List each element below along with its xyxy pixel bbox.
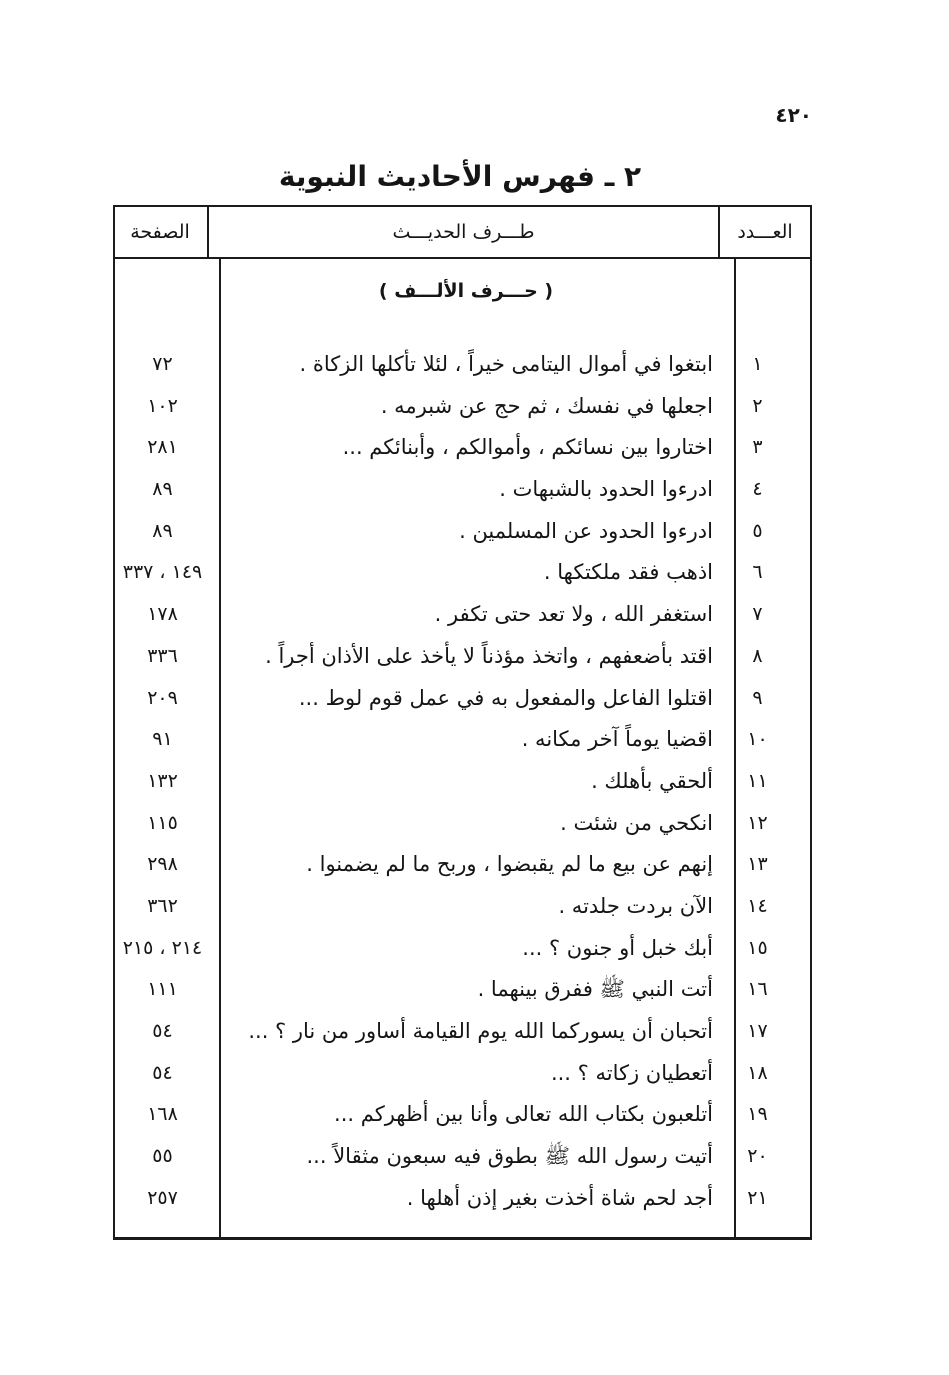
page-ref: ١٧٨ [147, 603, 178, 626]
hadith-text: أتت النبي ﷺ ففرق بينهما . [477, 977, 713, 1002]
section-heading: ( حـــرف الألـــف ) [378, 280, 554, 302]
hadith-text: أبك خبل أو جنون ؟ ... [522, 935, 713, 960]
table-row [113, 1011, 812, 1053]
hadith-text: اختاروا بين نسائكم ، وأموالكم ، وأبنائكم ... [342, 435, 713, 460]
hadith-text: أتعطيان زكاته ؟ ... [550, 1060, 713, 1085]
page-ref: ٥٤ [152, 1061, 173, 1084]
row-number: ٥ [752, 519, 763, 542]
page-ref: ١٣٢ [147, 769, 178, 792]
page-ref: ١٦٨ [147, 1103, 178, 1126]
page-ref: ١١١ [147, 978, 178, 1001]
row-number: ١٠ [747, 728, 768, 751]
page-ref: ٣٣٦ [147, 644, 178, 667]
row-number: ٣ [752, 436, 763, 459]
table-row [113, 928, 812, 970]
row-number: ٢١ [747, 1186, 768, 1209]
hadith-text: ادرءوا الحدود بالشبهات . [499, 477, 713, 502]
row-number: ٩ [752, 686, 763, 709]
table-row [113, 1136, 812, 1178]
header-number-label: العـــدد [737, 221, 793, 243]
hadith-text: أتيت رسول الله ﷺ بطوق فيه سبعون مثقالاً ... [306, 1144, 713, 1169]
table-row [113, 636, 812, 678]
table-row [113, 1178, 812, 1220]
hadith-text: أتلعبون بكتاب الله تعالى وأنا بين أظهركم ... [334, 1102, 713, 1127]
table-row [113, 969, 812, 1011]
page-number: ٤٢٠ [775, 103, 812, 127]
table-row [113, 469, 812, 511]
page-ref: ١٤٩ ، ٣٣٧ [122, 561, 203, 584]
hadith-text: اقتد بأضعفهم ، واتخذ مؤذناً لا يأخذ على الأذان أجراً . [265, 643, 713, 668]
header-separator [113, 257, 812, 259]
table-row [113, 678, 812, 720]
page-ref: ٨٩ [152, 519, 173, 542]
table-row [113, 386, 812, 428]
table-row [113, 1053, 812, 1095]
hadith-text: اذهب فقد ملكتكها . [543, 560, 713, 585]
row-number: ١٨ [747, 1061, 768, 1084]
page-ref: ٩١ [152, 728, 173, 751]
row-number: ١٣ [747, 853, 768, 876]
header-hadith-label: طـــرف الحديـــث [392, 221, 535, 243]
row-number: ١٦ [747, 978, 768, 1001]
table-row [113, 427, 812, 469]
table-row [113, 594, 812, 636]
page-ref: ٥٤ [152, 1020, 173, 1042]
hadith-text: ابتغوا في أموال اليتامى خيراً ، لئلا تأكلها الزكاة . [299, 352, 713, 376]
page-ref: ٢١٤ ، ٢١٥ [122, 936, 203, 959]
table-row [113, 552, 812, 594]
page-ref: ٥٥ [152, 1145, 173, 1168]
table-body [113, 344, 812, 1219]
hadith-text: الآن بردت جلدته . [558, 893, 713, 918]
row-number: ١٤ [747, 894, 768, 917]
hadith-text: اجعلها في نفسك ، ثم حج عن شبرمه . [380, 393, 713, 418]
page-ref: ٨٩ [152, 478, 173, 501]
row-number: ٢٠ [747, 1145, 768, 1168]
row-number: ١٧ [747, 1020, 768, 1042]
hadith-text: اقتلوا الفاعل والمفعول به في عمل قوم لوط ... [298, 685, 713, 710]
hadith-text: استغفر الله ، ولا تعد حتى تكفر . [434, 602, 713, 627]
table-row [113, 844, 812, 886]
page-ref: ٧٢ [152, 353, 173, 375]
hadith-text: انكحي من شئت . [560, 810, 713, 835]
row-number: ١٥ [747, 936, 768, 959]
page-ref: ٢٨١ [147, 436, 178, 459]
hadith-text: أجد لحم شاة أخذت بغير إذن أهلها . [406, 1185, 713, 1210]
row-number: ١٢ [747, 811, 768, 834]
page-title: ٢ ـ فهرس الأحاديث النبوية [278, 160, 642, 193]
table-row [113, 344, 812, 386]
hadith-text: إنهم عن بيع ما لم يقبضوا ، وربح ما لم يضمنوا . [306, 852, 713, 877]
row-number: ٦ [752, 561, 763, 584]
table-row [113, 803, 812, 845]
page-ref: ٢٥٧ [147, 1186, 178, 1209]
page-ref: ١١٥ [147, 811, 178, 834]
row-number: ١١ [747, 769, 768, 792]
header-page-label: الصفحة [130, 221, 190, 243]
page-ref: ٢٠٩ [147, 686, 178, 709]
table-row [113, 886, 812, 928]
page-ref: ١٠٢ [147, 394, 178, 417]
row-number: ٨ [752, 644, 763, 667]
table-row [113, 761, 812, 803]
page-ref: ٣٦٢ [147, 894, 178, 917]
row-number: ٤ [752, 478, 763, 501]
hadith-text: اقضيا يوماً آخر مكانه . [521, 727, 713, 752]
row-number: ٢ [752, 394, 763, 417]
row-number: ١ [752, 353, 763, 375]
hadith-text: أتحبان أن يسوركما الله يوم القيامة أساور من نار ؟ ... [248, 1019, 713, 1043]
table-row [113, 511, 812, 553]
table-row [113, 719, 812, 761]
row-number: ١٩ [747, 1103, 768, 1126]
row-number: ٧ [752, 603, 763, 626]
table-row [113, 1094, 812, 1136]
page-ref: ٢٩٨ [147, 853, 178, 876]
hadith-text: ادرءوا الحدود عن المسلمين . [459, 518, 713, 543]
hadith-text: ألحقي بأهلك . [591, 768, 713, 793]
